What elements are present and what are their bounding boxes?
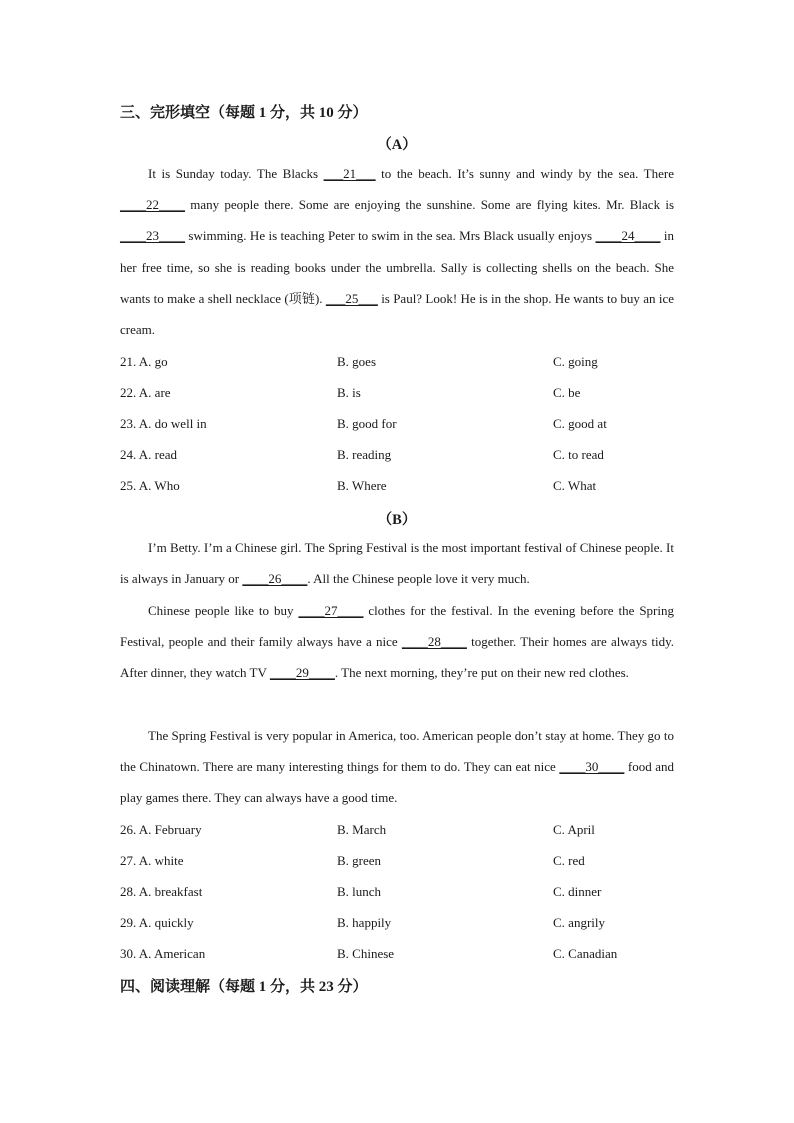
option-29-b: B. happily <box>337 915 392 930</box>
option-24-b: B. reading <box>337 447 392 462</box>
part-b-paragraph-2: Chinese people like to buy ____27____ clothes for the festival. In the evening before the Spring Festival, people and their family always have a nice ____28____ together. Their homes are always tidy. After dinner, they watch TV ____29____. The next morning, they’re put on their new red clothes. <box>120 603 675 681</box>
option-29-a: 29. A. quickly <box>120 915 194 930</box>
option-21-c: C. going <box>553 354 598 369</box>
option-row-27 <box>120 853 674 873</box>
option-30-b: B. Chinese <box>337 946 395 961</box>
option-row-24 <box>120 447 674 467</box>
option-row-30 <box>120 946 674 966</box>
blank-25: ___25___ <box>325 290 378 306</box>
blank-26: ____26____ <box>242 571 308 587</box>
blank-23: ____23____ <box>120 228 185 244</box>
option-21-a: 21. A. go <box>120 354 168 369</box>
option-23-a: 23. A. do well in <box>120 416 207 431</box>
blank-30: ____30____ <box>559 759 625 775</box>
blank-28: ____28____ <box>401 634 467 650</box>
option-row-26 <box>120 822 674 842</box>
option-row-21 <box>120 354 674 374</box>
option-27-c: C. red <box>553 853 585 868</box>
option-row-22 <box>120 385 674 405</box>
option-28-c: C. dinner <box>553 884 602 899</box>
option-25-a: 25. A. Who <box>120 478 180 493</box>
option-23-b: B. good for <box>337 416 397 431</box>
blank-21: ___21___ <box>323 166 376 181</box>
option-26-a: 26. A. February <box>120 822 202 837</box>
option-22-b: B. is <box>337 385 361 400</box>
option-26-b: B. March <box>337 822 387 837</box>
blank-24: ____24____ <box>595 228 661 244</box>
option-row-28 <box>120 884 674 904</box>
section-4-title: 四、阅读理解（每题 1 分，共 23 分） <box>120 979 368 995</box>
part-b-paragraph-3: The Spring Festival is very popular in America, too. American people don’t stay at home. They go to the Chinatown. There are many interesting things for them to do. They can eat nice ____30____ food and play games there. They can always have a good time. <box>120 728 674 806</box>
option-row-23 <box>120 416 674 436</box>
section-3-title: 三、完形填空（每题 1 分，共 10 分） <box>120 105 368 121</box>
option-30-a: 30. A. American <box>120 946 206 961</box>
option-24-a: 24. A. read <box>120 447 178 462</box>
option-27-a: 27. A. white <box>120 853 184 868</box>
option-25-b: B. Where <box>337 478 387 493</box>
option-27-b: B. green <box>337 853 382 868</box>
option-24-c: C. to read <box>553 447 604 462</box>
option-30-c: C. Canadian <box>553 946 618 961</box>
blank-27: ____27____ <box>298 603 364 618</box>
option-28-a: 28. A. breakfast <box>120 884 203 899</box>
part-b-label: （B） <box>377 512 417 528</box>
option-28-b: B. lunch <box>337 884 382 899</box>
option-22-c: C. be <box>553 385 581 400</box>
option-row-25 <box>120 478 674 498</box>
blank-22: ____22____ <box>120 197 185 213</box>
option-row-29 <box>120 915 674 935</box>
part-b-paragraph-1: I’m Betty. I’m a Chinese girl. The Spring Festival is the most important festival of Chinese people. It is always in January or ____26____. All the Chinese people love it very much. <box>120 540 674 587</box>
blank-29: ____29____ <box>269 665 335 681</box>
option-22-a: 22. A. are <box>120 385 171 400</box>
part-a-label: （A） <box>377 137 417 153</box>
part-a-passage: It is Sunday today. The Blacks ___21___ to the beach. It’s sunny and windy by the sea. There ____22____ many people there. Some are enjoying the sunshine. Some are flying kites. Mr. Black is ____23____ swimming. He is teaching Peter to swim in the sea. Mrs Black usually enjoys ____24____ in her free time, so she is reading books under the umbrella. Sally is collecting shells on the beach. She wants to make a shell necklace (项链). ___25___ is Paul? Look! He is in the shop. He wants to buy an ice cream. <box>120 166 674 338</box>
option-21-b: B. goes <box>337 354 376 369</box>
option-23-c: C. good at <box>553 416 607 431</box>
option-25-c: C. What <box>553 478 597 493</box>
option-26-c: C. April <box>553 822 595 837</box>
option-29-c: C. angrily <box>553 915 605 930</box>
